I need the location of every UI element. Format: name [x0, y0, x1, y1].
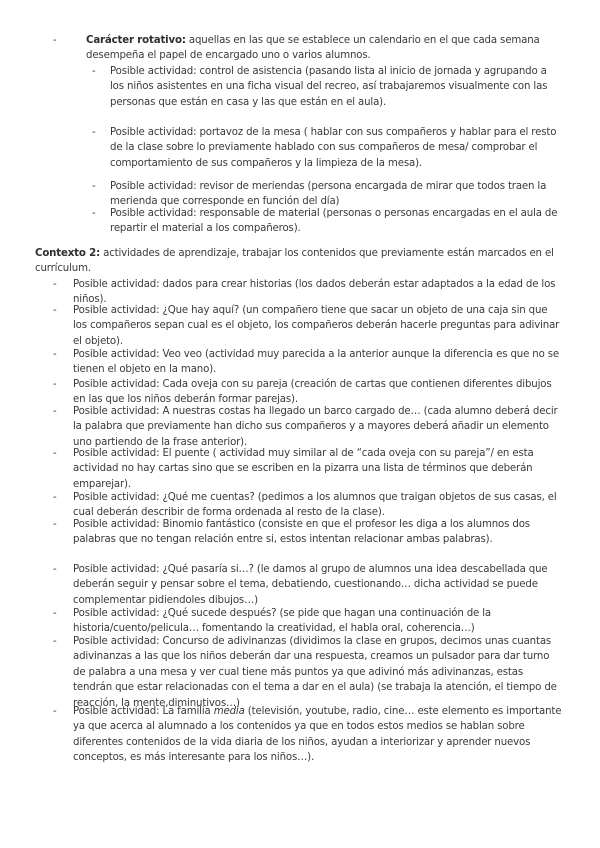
rotativo-paragraph — [86, 33, 556, 64]
list-item: Posible actividad: ¿Qué me cuentas? (pedimos a los alumnos que traigan objetos de sus casas, el cual deberán describir de forma ordenada al resto de la clase). — [73, 492, 557, 519]
list-bullet: - — [53, 492, 57, 503]
list-item: Posible actividad: ¿Qué pasaría si…? (le damos al grupo de alumnos una idea descabellada que deberán seguir y pensar sobre el tema, debatiendo, cuestionando… dicha actividad se puede complementar pidiendoles dibujos…) — [73, 564, 548, 606]
list-item: Posible actividad: A nuestras costas ha llegado un barco cargado de… (cada alumno deberá decir la palabra que previamente han dicho sus compañeros y a mayores deberá añadir un elemento uno partiendo de la frase anterior). — [73, 406, 558, 448]
list-bullet: - — [53, 35, 57, 46]
list-item: Posible actividad: Binomio fantástico (consiste en que el profesor les diga a los alumnos dos palabras que no tengan relación entre si, estos intentan relacionar ambas palabras). — [73, 519, 530, 546]
contexto2-label: Contexto 2: — [35, 248, 101, 259]
list-bullet: - — [53, 349, 57, 360]
list-item: Posible actividad: control de asistencia (pasando lista al inicio de jornada y agrupando a los niños asistentes en una ficha visual del recreo, así trabajaremos visualmente con las personas que están en casa y las que están en el aula). — [110, 66, 548, 108]
list-bullet: - — [53, 279, 57, 290]
list-item: Posible actividad: responsable de material (personas o personas encargadas en el aula de repartir el material a los compañeros). — [110, 208, 558, 235]
rotativo-label: Carácter rotativo: — [86, 35, 186, 46]
list-bullet: - — [53, 519, 57, 530]
list-bullet: - — [53, 608, 57, 619]
list-item: Posible actividad: ¿Que hay aquí? (un compañero tiene que sacar un objeto de una caja sin que los compañeros sepan cual es el objeto, los compañeros deberán hacerle preguntas para adivinar el objeto). — [73, 305, 560, 347]
list-bullet: - — [53, 564, 57, 575]
list-bullet: - — [53, 448, 57, 459]
list-bullet: - — [53, 706, 57, 717]
list-bullet: - — [92, 66, 96, 77]
list-item: Posible actividad: revisor de meriendas (persona encargada de mirar que todos traen la merienda que corresponde en función del día) — [110, 181, 547, 208]
media-item-before: Posible actividad: La familia — [73, 706, 214, 717]
list-item: Posible actividad: dados para crear historias (los dados deberán estar adaptados a la edad de los niños). — [73, 279, 556, 306]
media-item-emphasis: media — [213, 706, 245, 717]
rotativo-text: aquellas en las que se establece un calendario en el que cada semana desempeña el papel de encargado uno o varios alumnos. — [86, 35, 540, 62]
list-bullet: - — [92, 208, 96, 219]
list-item — [73, 704, 563, 766]
media-item-after: (televisión, youtube, radio, cine… este elemento es importante ya que acerca al alumnado a los contenidos ya que en todos estos medios se hablan sobre diferentes contenidos de la vida diaria de los niños, ayudan a interiorizar y aprender nuevos conceptos, es más interesante para los niños…). — [73, 706, 562, 764]
list-bullet: - — [92, 181, 96, 192]
list-item: Posible actividad: El puente ( actividad muy similar al de “cada oveja con su pareja”/ en esta actividad no hay cartas sino que se escriben en la pizarra una lista de términos que deberán emparejar). — [73, 448, 534, 490]
contexto2-paragraph — [35, 246, 565, 277]
list-item: Posible actividad: Concurso de adivinanzas (dividimos la clase en grupos, decimos unas cuantas adivinanzas a las que los niños deberán dar una respuesta, creamos un pulsador para dar turno de palabra a una mesa y ver cual tiene más puntos ya que adivinó más adivinanzas, estas tendrán que estar relacionadas con el tema a dar en el aula) (se trabaja la atención, el tiempo de reacción, la mente,diminutivos…) — [73, 636, 557, 709]
contexto2-text: actividades de aprendizaje, trabajar los contenidos que previamente están marcados en el currículum. — [35, 248, 554, 275]
list-bullet: - — [53, 406, 57, 417]
list-item: Posible actividad: portavoz de la mesa ( hablar con sus compañeros y hablar para el resto de la clase sobre lo previamente hablado con sus compañeros de mesa/ comprobar el comportamiento de sus compañeros y la limpieza de la mesa). — [110, 127, 557, 169]
list-bullet: - — [53, 636, 57, 647]
list-item: Posible actividad: ¿Qué sucede después? (se pide que hagan una continuación de la historia/cuento/pelicula… fomentando la creatividad, el habla oral, coherencia…) — [73, 608, 492, 635]
list-item: Posible actividad: Cada oveja con su pareja (creación de cartas que contienen diferentes dibujos en las que los niños deberán formar parejas). — [73, 379, 552, 406]
list-bullet: - — [92, 127, 96, 138]
list-item: Posible actividad: Veo veo (actividad muy parecida a la anterior aunque la diferencia es que no se tienen el objeto en la mano). — [73, 349, 560, 376]
list-bullet: - — [53, 305, 57, 316]
list-bullet: - — [53, 379, 57, 390]
